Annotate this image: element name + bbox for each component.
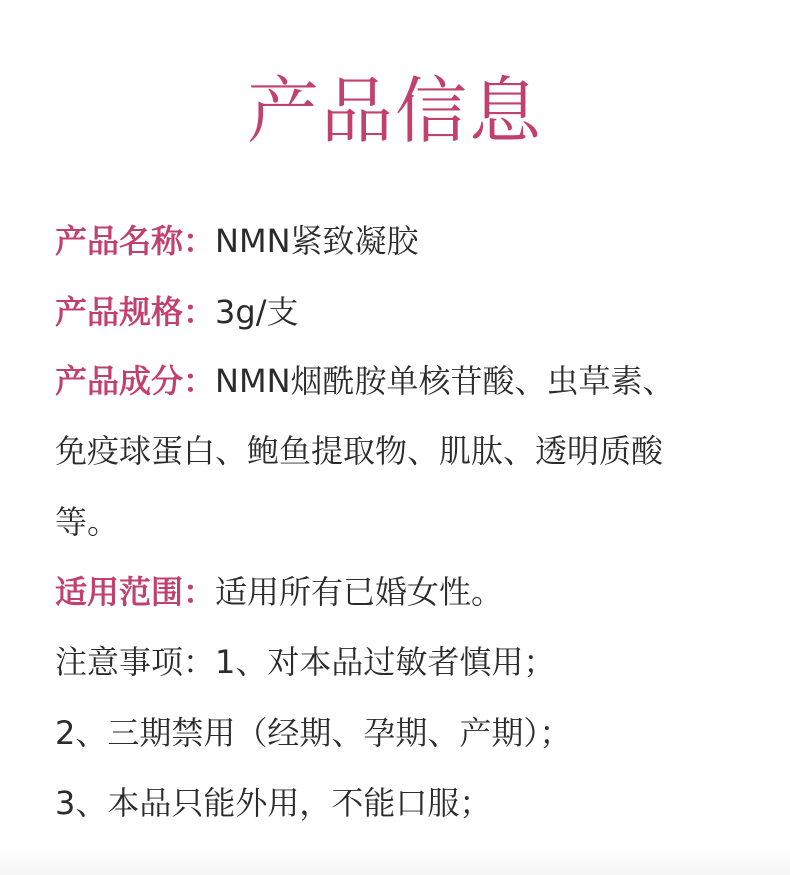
ingredients-line-2: 免疫球蛋白、鲍鱼提取物、肌肽、透明质酸	[55, 432, 664, 470]
scope-value: 适用所有已婚女性。	[215, 573, 504, 611]
ingredients-line-1: NMN烟酰胺单核苷酸、虫草素、	[215, 362, 675, 400]
ingredients-line-3: 等。	[55, 503, 120, 541]
scope-row	[55, 572, 503, 612]
ingredients-label: 产品成分：	[55, 362, 216, 400]
product-spec-row	[55, 292, 298, 332]
notes-line-1: 1、对本品过敏者慎用；	[215, 643, 556, 681]
notes-line-3: 3、本品只能外用，不能口服；	[55, 784, 492, 822]
product-spec-label: 产品规格：	[55, 293, 216, 331]
product-name-row	[55, 221, 419, 261]
page-title: 产品信息	[246, 69, 543, 153]
notes-line-2: 2、三期禁用（经期、孕期、产期）；	[55, 714, 572, 752]
notes-label: 注意事项：	[55, 643, 216, 681]
ingredients-row	[55, 361, 675, 401]
product-name-value: NMN紧致凝胶	[215, 222, 419, 260]
product-name-label: 产品名称：	[55, 222, 216, 260]
bottom-fade	[0, 847, 790, 875]
scope-label: 适用范围：	[55, 573, 216, 611]
notes-row	[55, 642, 555, 682]
product-spec-value: 3g/支	[215, 293, 299, 331]
